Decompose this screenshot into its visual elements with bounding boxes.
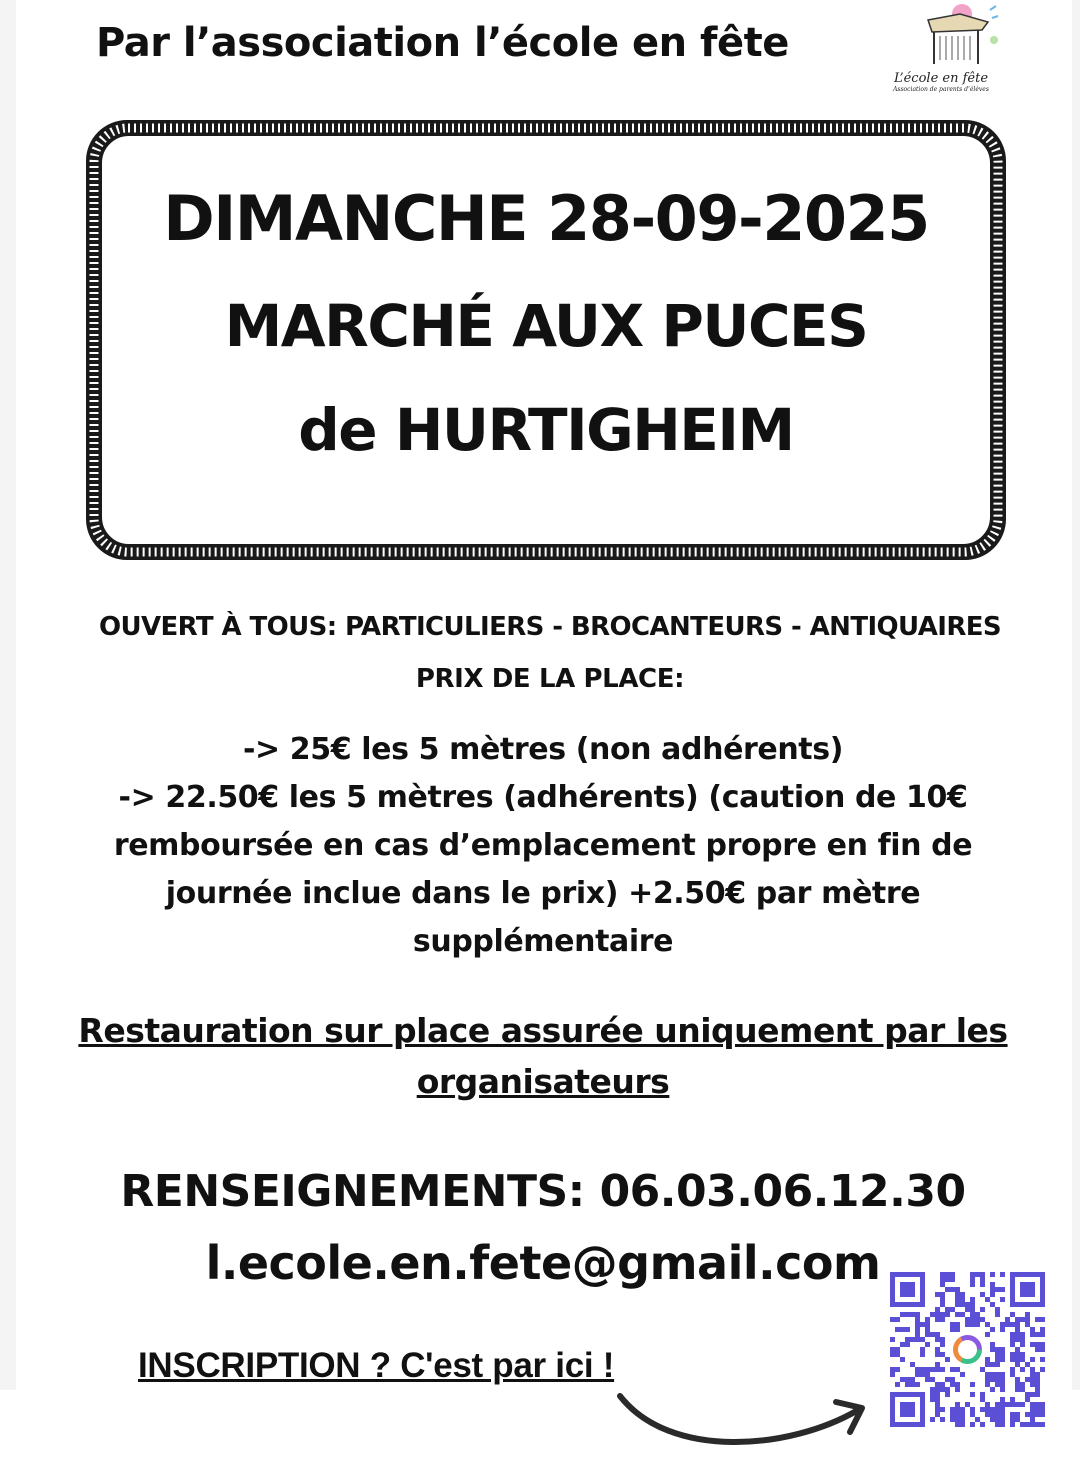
contact-email: l.ecole.en.fete@gmail.com	[205, 1236, 881, 1290]
price-line: remboursée en cas d’emplacement propre en fin de	[113, 828, 973, 863]
price-line: -> 22.50€ les 5 mètres (adhérents) (caution de 10€	[118, 780, 968, 815]
signup-link[interactable]: INSCRIPTION ? C'est par ici !	[138, 1346, 615, 1385]
open-to-line: OUVERT À TOUS: PARTICULIERS - BROCANTEURS - ANTIQUAIRES	[98, 612, 1002, 642]
price-title: PRIX DE LA PLACE:	[415, 664, 685, 694]
logo-title: L’école en fête	[893, 71, 989, 86]
catering-line: Restauration sur place assurée uniquement par les	[78, 1011, 1008, 1050]
price-line: journée inclue dans le prix) +2.50€ par mètre	[165, 876, 921, 911]
qr-code-icon[interactable]	[888, 1270, 1048, 1428]
event-place: de HURTIGHEIM	[298, 396, 794, 464]
price-details	[60, 726, 1026, 966]
catering-notice	[40, 1005, 1046, 1107]
price-line: supplémentaire	[412, 924, 674, 959]
organizer-title: Par l’association l’école en fête	[96, 20, 789, 66]
contact-phone: RENSEIGNEMENTS: 06.03.06.12.30	[120, 1166, 966, 1217]
logo-subtitle: Association de parents d’élèves	[893, 86, 989, 93]
logo-caption	[886, 72, 996, 94]
catering-line: organisateurs	[416, 1062, 670, 1101]
price-line: -> 25€ les 5 mètres (non adhérents)	[242, 732, 844, 767]
curved-arrow-icon	[600, 1380, 880, 1459]
event-name: MARCHÉ AUX PUCES	[224, 292, 868, 360]
event-date: DIMANCHE 28-09-2025	[163, 182, 929, 255]
